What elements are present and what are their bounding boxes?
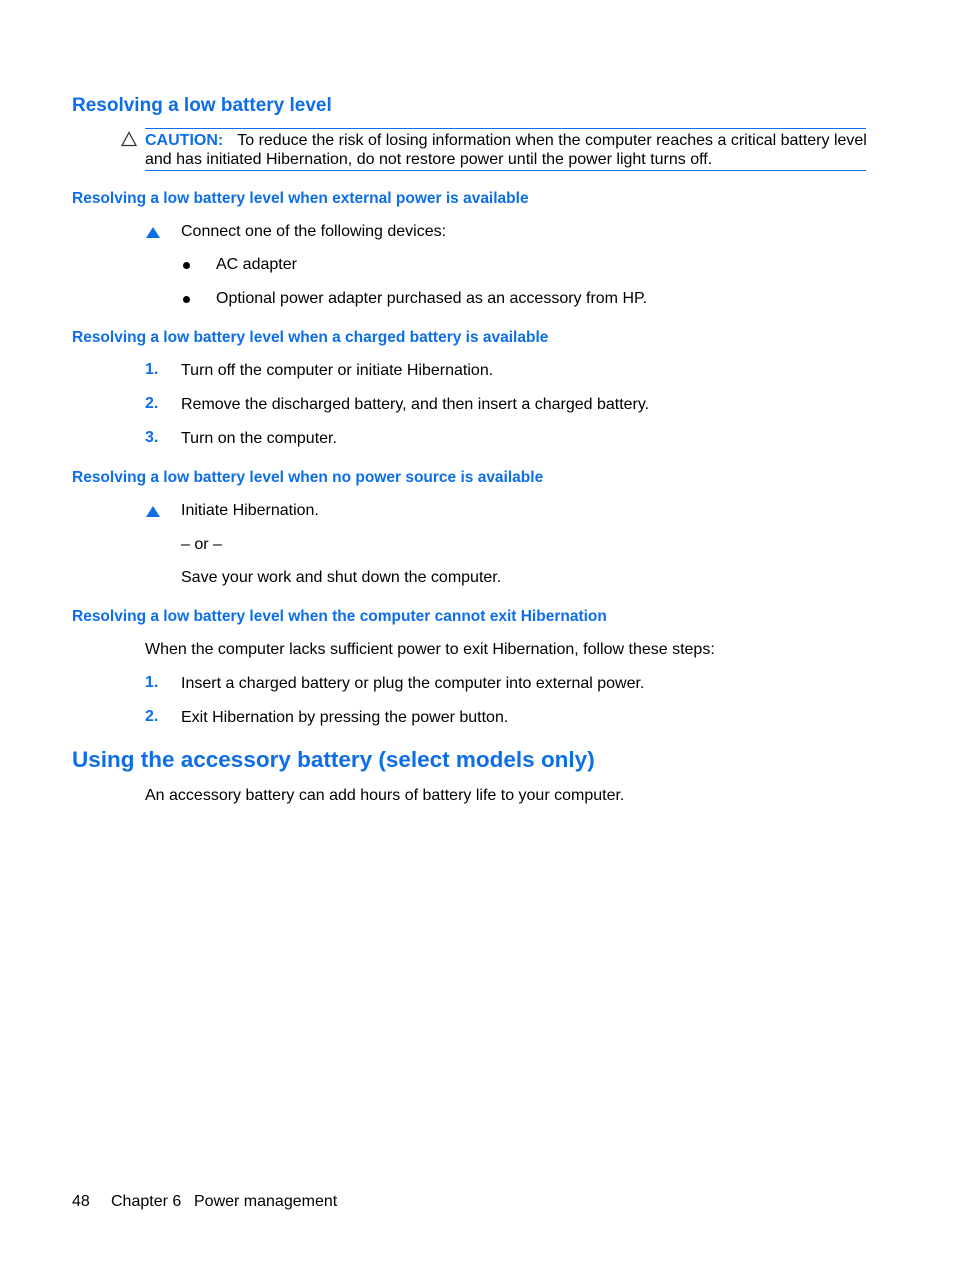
step-number: 1. — [145, 674, 159, 691]
step-number: 2. — [145, 708, 159, 725]
caution-icon — [121, 131, 137, 147]
footer-chapter-title: Power management — [194, 1193, 338, 1210]
step-text: Turn on the computer. — [181, 430, 337, 447]
step-text: Initiate Hibernation. — [181, 502, 319, 519]
bullet-icon — [183, 262, 190, 269]
step-text: Turn off the computer or initiate Hibernation. — [181, 362, 494, 379]
subheading-external-power: Resolving a low battery level when external power is available — [72, 190, 529, 207]
page-number: 48 — [72, 1193, 90, 1210]
step-number: 3. — [145, 429, 159, 446]
step-text: Connect one of the following devices: — [181, 223, 447, 240]
or-separator: – or – — [181, 536, 222, 553]
caution-text-line2: and has initiated Hibernation, do not restore power until the power light turns off. — [145, 151, 713, 168]
triangle-bullet-icon — [146, 227, 160, 238]
step-number: 2. — [145, 395, 159, 412]
list-item: AC adapter — [216, 256, 297, 273]
list-item: Optional power adapter purchased as an accessory from HP. — [216, 290, 648, 307]
caution-label: CAUTION: — [145, 132, 224, 149]
triangle-bullet-icon — [146, 506, 160, 517]
subheading-cannot-exit-hibernation: Resolving a low battery level when the computer cannot exit Hibernation — [72, 608, 607, 625]
bullet-icon — [183, 296, 190, 303]
step-text: Insert a charged battery or plug the computer into external power. — [181, 675, 645, 692]
subheading-charged-battery: Resolving a low battery level when a charged battery is available — [72, 329, 549, 346]
section-title: Resolving a low battery level — [72, 95, 332, 116]
footer-chapter: Chapter 6 — [111, 1193, 182, 1210]
step-text: Exit Hibernation by pressing the power button. — [181, 709, 509, 726]
body-paragraph: An accessory battery can add hours of battery life to your computer. — [145, 787, 625, 804]
intro-text: When the computer lacks sufficient power to exit Hibernation, follow these steps: — [145, 641, 715, 658]
subheading-no-power: Resolving a low battery level when no power source is available — [72, 469, 544, 486]
step-number: 1. — [145, 361, 159, 378]
step-text-alternative: Save your work and shut down the computer. — [181, 569, 502, 586]
caution-note — [145, 128, 866, 171]
main-heading: Using the accessory battery (select models only) — [72, 747, 595, 772]
step-text: Remove the discharged battery, and then insert a charged battery. — [181, 396, 650, 413]
caution-text-line1: To reduce the risk of losing information when the computer reaches a critical battery level — [237, 132, 867, 149]
